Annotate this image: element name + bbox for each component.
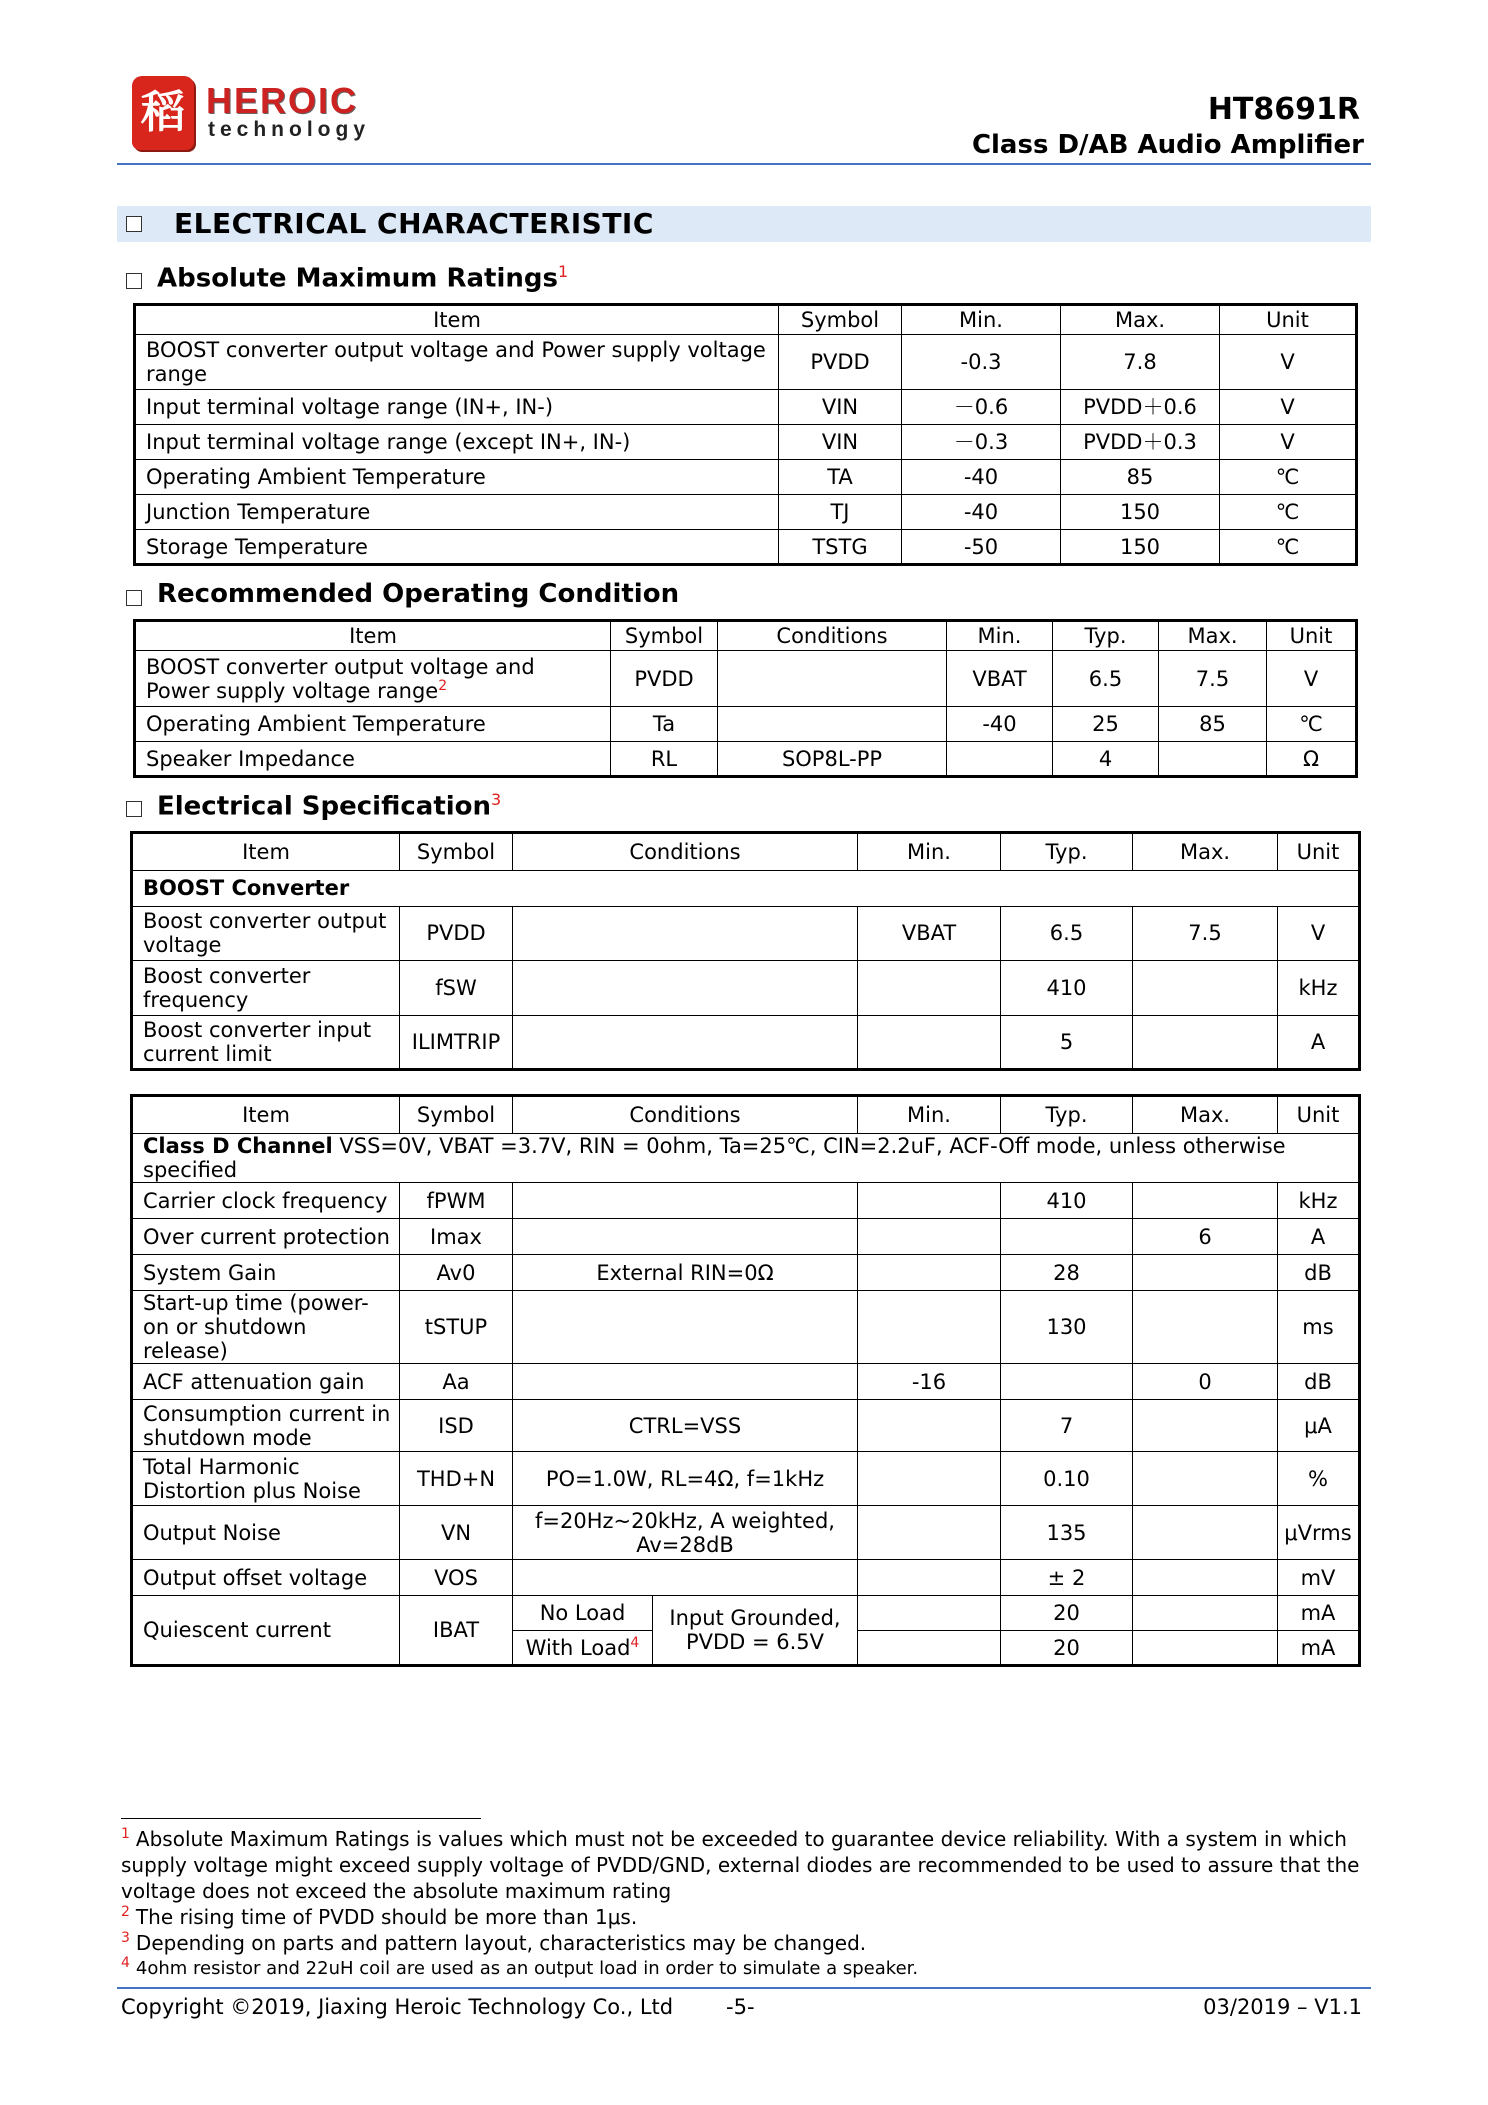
- cell-symbol: VOS: [400, 1560, 513, 1596]
- footnote-number: 1: [121, 1826, 130, 1843]
- cell-conditions: f=20Hz~20kHz, A weighted, Av=28dB: [513, 1506, 858, 1560]
- cell-max: 0: [1133, 1364, 1278, 1400]
- cell-min: -50: [902, 530, 1061, 565]
- cell-max: PVDD＋0.3: [1061, 425, 1220, 460]
- col-header: Symbol: [611, 621, 718, 651]
- cell-item: Consumption current in shutdown mode: [132, 1400, 400, 1452]
- cell-symbol: Imax: [400, 1219, 513, 1255]
- part-number: HT8691R: [1207, 92, 1360, 127]
- table-row: [132, 1015, 1360, 1069]
- roc-heading: Recommended Operating Condition: [157, 579, 680, 609]
- cell-item: Output offset voltage: [132, 1560, 400, 1596]
- col-header: Item: [132, 833, 400, 871]
- cell-item: Junction Temperature: [135, 495, 779, 530]
- table-row: [135, 390, 1357, 425]
- cell-unit: kHz: [1278, 961, 1360, 1015]
- cell-symbol: RL: [611, 742, 718, 777]
- col-header: Unit: [1220, 305, 1357, 335]
- cell-conditions: External RIN=0Ω: [513, 1255, 858, 1291]
- table-row: [132, 1596, 1360, 1631]
- table-row: [132, 1291, 1360, 1364]
- cell-item: BOOST converter output voltage and Power supply voltage range: [135, 335, 779, 390]
- cell-min: VBAT: [858, 906, 1001, 960]
- footnote: [121, 1826, 1371, 1904]
- cell-min: [858, 1452, 1001, 1506]
- col-header: Symbol: [779, 305, 902, 335]
- cell-item: Input terminal voltage range (except IN+, IN-): [135, 425, 779, 460]
- cell-unit: dB: [1278, 1255, 1360, 1291]
- group-title: [132, 1134, 1360, 1183]
- cell-unit: A: [1278, 1219, 1360, 1255]
- col-header: Min.: [947, 621, 1053, 651]
- footnote-text: Depending on parts and pattern layout, characteristics may be changed.: [135, 1931, 867, 1955]
- cell-unit: kHz: [1278, 1183, 1360, 1219]
- col-header: Typ.: [1053, 621, 1159, 651]
- footer-version: 03/2019 – V1.1: [1203, 1995, 1362, 2019]
- cell-typ: 4: [1053, 742, 1159, 777]
- table-row: [132, 906, 1360, 960]
- cell-max: 150: [1061, 495, 1220, 530]
- cell-max: 85: [1159, 707, 1267, 742]
- cell-min: [858, 1560, 1001, 1596]
- cell-item: Input terminal voltage range (IN+, IN-): [135, 390, 779, 425]
- cell-conditions: [513, 1364, 858, 1400]
- cell-typ: 20: [1001, 1596, 1133, 1631]
- cell-conditions: [513, 961, 858, 1015]
- table-row: [132, 1506, 1360, 1560]
- cell-min: -0.3: [902, 335, 1061, 390]
- cell-conditions: [513, 1183, 858, 1219]
- cell-conditions: [718, 651, 947, 707]
- cell-conditions: [513, 1219, 858, 1255]
- cell-item: Total Harmonic Distortion plus Noise: [132, 1452, 400, 1506]
- table-row: [135, 495, 1357, 530]
- cell-symbol: Aa: [400, 1364, 513, 1400]
- cell-max: PVDD＋0.6: [1061, 390, 1220, 425]
- cell-symbol: Av0: [400, 1255, 513, 1291]
- cell-typ: 135: [1001, 1506, 1133, 1560]
- col-header: Symbol: [400, 833, 513, 871]
- cell-min: [858, 1400, 1001, 1452]
- cell-min: -16: [858, 1364, 1001, 1400]
- cell-load-text: With Load: [525, 1635, 631, 1660]
- group-row: [132, 1134, 1360, 1183]
- cell-conditions: PO=1.0W, RL=4Ω, f=1kHz: [513, 1452, 858, 1506]
- table-row: [132, 1219, 1360, 1255]
- cell-item: Speaker Impedance: [135, 742, 611, 777]
- cell-unit: A: [1278, 1015, 1360, 1069]
- cell-symbol: VN: [400, 1506, 513, 1560]
- cell-min: VBAT: [947, 651, 1053, 707]
- cell-symbol: TJ: [779, 495, 902, 530]
- cell-item: Storage Temperature: [135, 530, 779, 565]
- cell-min: -40: [902, 495, 1061, 530]
- table-row: [135, 742, 1357, 777]
- cell-max: [1133, 1596, 1278, 1631]
- cell-max: [1133, 1631, 1278, 1666]
- page-number: -5-: [726, 1995, 755, 2019]
- cell-max: [1133, 1400, 1278, 1452]
- cell-unit: V: [1220, 390, 1357, 425]
- table-row: [132, 1400, 1360, 1452]
- cell-unit: V: [1220, 425, 1357, 460]
- col-header: Conditions: [718, 621, 947, 651]
- cell-min: [858, 1506, 1001, 1560]
- cell-min: [858, 1183, 1001, 1219]
- cell-symbol: ILIMTRIP: [400, 1015, 513, 1069]
- cell-typ: ± 2: [1001, 1560, 1133, 1596]
- cell-typ: 6.5: [1001, 906, 1133, 960]
- bullet-square-icon: [126, 273, 142, 289]
- cell-load: No Load: [513, 1596, 653, 1631]
- cell-max: [1133, 1452, 1278, 1506]
- amr-table: [133, 303, 1358, 566]
- cell-conditions: Input Grounded, PVDD = 6.5V: [653, 1596, 858, 1666]
- roc-table: [133, 619, 1358, 778]
- cell-unit: dB: [1278, 1364, 1360, 1400]
- cell-typ: 28: [1001, 1255, 1133, 1291]
- cell-typ: 6.5: [1053, 651, 1159, 707]
- cell-item: ACF attenuation gain: [132, 1364, 400, 1400]
- bullet-square-icon: [126, 590, 142, 606]
- cell-min: [947, 742, 1053, 777]
- cell-symbol: fSW: [400, 961, 513, 1015]
- table-row: [135, 425, 1357, 460]
- cell-item: Over current protection: [132, 1219, 400, 1255]
- cell-conditions: SOP8L-PP: [718, 742, 947, 777]
- group-row: [132, 871, 1360, 906]
- footer-divider: [117, 1987, 1371, 1989]
- footnote-text: The rising time of PVDD should be more than 1μs.: [135, 1905, 638, 1929]
- cell-item: Start-up time (power-on or shutdown release): [132, 1291, 400, 1364]
- col-header: Conditions: [513, 833, 858, 871]
- cell-min: [858, 1219, 1001, 1255]
- footnote-ref: 3: [491, 790, 502, 809]
- table-header-row: [135, 305, 1357, 335]
- cell-typ: [1001, 1364, 1133, 1400]
- cell-typ: [1001, 1219, 1133, 1255]
- group-title: BOOST Converter: [132, 871, 1360, 906]
- col-header: Typ.: [1001, 1096, 1133, 1134]
- col-header: Typ.: [1001, 833, 1133, 871]
- table-row: [135, 530, 1357, 565]
- cell-unit: ℃: [1267, 707, 1357, 742]
- cell-max: [1133, 1506, 1278, 1560]
- cell-unit: μA: [1278, 1400, 1360, 1452]
- cell-unit: %: [1278, 1452, 1360, 1506]
- cell-item: Carrier clock frequency: [132, 1183, 400, 1219]
- cell-typ: 7: [1001, 1400, 1133, 1452]
- col-header: Max.: [1133, 833, 1278, 871]
- cell-min: -40: [947, 707, 1053, 742]
- cell-conditions: [513, 906, 858, 960]
- footnote-text: Absolute Maximum Ratings is values which must not be exceeded to guarantee device reliability. With a system in which supply voltage might exceed supply voltage of PVDD/GND, external diodes are recommended to be used to assure that the voltage does not exceed the absolute maximum rating: [121, 1827, 1360, 1903]
- col-header: Unit: [1278, 833, 1360, 871]
- cell-symbol: fPWM: [400, 1183, 513, 1219]
- cell-unit: ℃: [1220, 495, 1357, 530]
- group-conditions: VSS=0V, VBAT =3.7V, RIN = 0ohm, Ta=25℃, CIN=2.2uF, ACF-Off mode, unless otherwise specified: [143, 1134, 1286, 1182]
- col-header: Min.: [902, 305, 1061, 335]
- footnote-ref: 2: [438, 677, 448, 694]
- footnote-number: 2: [121, 1904, 130, 1921]
- table-row: [132, 1364, 1360, 1400]
- table-header-row: [132, 833, 1360, 871]
- cell-max: 7.8: [1061, 335, 1220, 390]
- es-title: Electrical Specification: [157, 791, 492, 822]
- bullet-square-icon: [126, 801, 142, 817]
- cell-typ: 25: [1053, 707, 1159, 742]
- table-row: [132, 1183, 1360, 1219]
- cell-unit: ms: [1278, 1291, 1360, 1364]
- footnote-ref: 1: [557, 262, 569, 281]
- table-row: [132, 961, 1360, 1015]
- cell-item: System Gain: [132, 1255, 400, 1291]
- cell-min: [858, 1631, 1001, 1666]
- cell-min: [858, 1596, 1001, 1631]
- col-header: Item: [132, 1096, 400, 1134]
- footnote-ref: 4: [630, 1634, 640, 1651]
- cell-unit: Ω: [1267, 742, 1357, 777]
- table-row: [132, 1452, 1360, 1506]
- cell-max: 150: [1061, 530, 1220, 565]
- col-header: Unit: [1267, 621, 1357, 651]
- cell-conditions: [718, 707, 947, 742]
- cell-conditions: CTRL=VSS: [513, 1400, 858, 1452]
- cell-item: Operating Ambient Temperature: [135, 707, 611, 742]
- cell-typ: 410: [1001, 1183, 1133, 1219]
- footnote: [121, 1930, 1371, 1956]
- cell-symbol: ISD: [400, 1400, 513, 1452]
- cell-max: [1133, 1560, 1278, 1596]
- bullet-square-icon: [126, 216, 142, 232]
- cell-item: Boost converter input current limit: [132, 1015, 400, 1069]
- cell-symbol: VIN: [779, 390, 902, 425]
- cell-max: [1133, 1291, 1278, 1364]
- cell-symbol: TA: [779, 460, 902, 495]
- cell-max: [1133, 1255, 1278, 1291]
- table-header-row: [132, 1096, 1360, 1134]
- col-header: Unit: [1278, 1096, 1360, 1134]
- cell-typ: 5: [1001, 1015, 1133, 1069]
- footnote-number: 4: [121, 1955, 130, 1971]
- cell-max: [1159, 742, 1267, 777]
- footnotes: [121, 1826, 1371, 1982]
- cell-max: 7.5: [1133, 906, 1278, 960]
- cell-item: Quiescent current: [132, 1596, 400, 1666]
- cell-max: [1133, 1183, 1278, 1219]
- col-header: Min.: [858, 833, 1001, 871]
- brand-subtitle: technology: [208, 118, 371, 141]
- cell-item: Operating Ambient Temperature: [135, 460, 779, 495]
- cell-item: [135, 651, 611, 707]
- cell-symbol: TSTG: [779, 530, 902, 565]
- cell-unit: ℃: [1220, 460, 1357, 495]
- group-name: Class D Channel: [143, 1134, 333, 1158]
- cell-typ: 20: [1001, 1631, 1133, 1666]
- cell-min: －0.3: [902, 425, 1061, 460]
- cell-symbol: tSTUP: [400, 1291, 513, 1364]
- cell-symbol: VIN: [779, 425, 902, 460]
- table-header-row: [135, 621, 1357, 651]
- cell-unit: V: [1278, 906, 1360, 960]
- cell-typ: 410: [1001, 961, 1133, 1015]
- col-header: Symbol: [400, 1096, 513, 1134]
- cell-unit: V: [1267, 651, 1357, 707]
- footnote-number: 3: [121, 1930, 130, 1947]
- footnote: [121, 1956, 1371, 1982]
- cell-min: [858, 1255, 1001, 1291]
- table-row: [132, 1560, 1360, 1596]
- cell-symbol: Ta: [611, 707, 718, 742]
- cell-unit: V: [1220, 335, 1357, 390]
- cell-item: Output Noise: [132, 1506, 400, 1560]
- cell-unit: mA: [1278, 1596, 1360, 1631]
- cell-min: [858, 1291, 1001, 1364]
- footnote-text: 4ohm resistor and 22uH coil are used as an output load in order to simulate a speaker.: [135, 1958, 919, 1979]
- boost-table: [130, 831, 1361, 1071]
- col-header: Min.: [858, 1096, 1001, 1134]
- col-header: Item: [135, 621, 611, 651]
- amr-title: Absolute Maximum Ratings: [157, 263, 558, 294]
- cell-min: -40: [902, 460, 1061, 495]
- cell-max: [1133, 961, 1278, 1015]
- amr-heading: [157, 262, 568, 294]
- cell-min: [858, 1015, 1001, 1069]
- classd-table: [130, 1094, 1361, 1667]
- section-title: ELECTRICAL CHARACTERISTIC: [174, 207, 654, 240]
- col-header: Conditions: [513, 1096, 858, 1134]
- cell-unit: μVrms: [1278, 1506, 1360, 1560]
- cell-load: [513, 1631, 653, 1666]
- company-logo-icon: 稻: [132, 76, 194, 150]
- table-row: [135, 460, 1357, 495]
- footer-copyright: Copyright ©2019, Jiaxing Heroic Technology Co., Ltd: [121, 1995, 674, 2019]
- cell-unit: mV: [1278, 1560, 1360, 1596]
- cell-min: [858, 961, 1001, 1015]
- cell-unit: mA: [1278, 1631, 1360, 1666]
- cell-conditions: [513, 1291, 858, 1364]
- cell-min: －0.6: [902, 390, 1061, 425]
- cell-conditions: [513, 1560, 858, 1596]
- cell-max: 6: [1133, 1219, 1278, 1255]
- brand-name: HEROIC: [206, 80, 359, 121]
- col-header: Item: [135, 305, 779, 335]
- col-header: Max.: [1133, 1096, 1278, 1134]
- cell-symbol: PVDD: [611, 651, 718, 707]
- cell-symbol: THD+N: [400, 1452, 513, 1506]
- cell-max: [1133, 1015, 1278, 1069]
- cell-symbol: PVDD: [400, 906, 513, 960]
- cell-symbol: IBAT: [400, 1596, 513, 1666]
- cell-item-text: BOOST converter output voltage and Power supply voltage range: [146, 654, 535, 703]
- table-row: [135, 707, 1357, 742]
- cell-typ: 130: [1001, 1291, 1133, 1364]
- cell-typ: 0.10: [1001, 1452, 1133, 1506]
- table-row: [135, 335, 1357, 390]
- footnote-divider: [121, 1818, 481, 1819]
- footnote: [121, 1904, 1371, 1930]
- cell-conditions: [513, 1015, 858, 1069]
- cell-item: Boost converter frequency: [132, 961, 400, 1015]
- cell-symbol: PVDD: [779, 335, 902, 390]
- table-row: [132, 1255, 1360, 1291]
- cell-item: Boost converter output voltage: [132, 906, 400, 960]
- cell-max: 85: [1061, 460, 1220, 495]
- cell-max: 7.5: [1159, 651, 1267, 707]
- table-row: [135, 651, 1357, 707]
- header-divider: [117, 163, 1371, 165]
- col-header: Max.: [1159, 621, 1267, 651]
- es-heading: [157, 790, 501, 822]
- cell-unit: ℃: [1220, 530, 1357, 565]
- col-header: Max.: [1061, 305, 1220, 335]
- part-description: Class D/AB Audio Amplifier: [971, 130, 1364, 160]
